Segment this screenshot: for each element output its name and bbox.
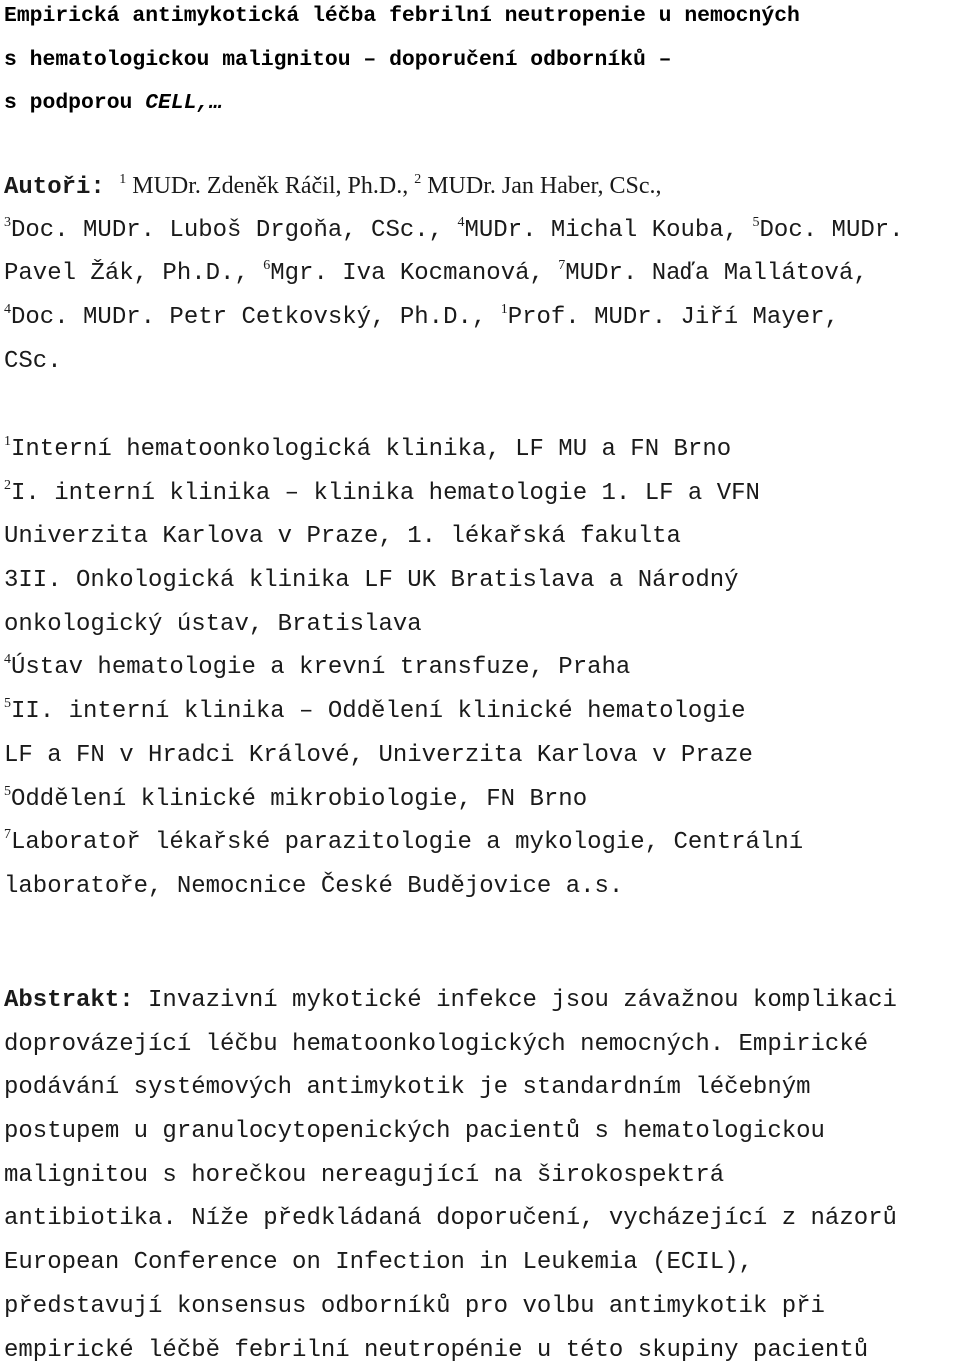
authors-section xyxy=(4,165,960,383)
authors-line-2 xyxy=(4,209,960,253)
affiliation-text: Univerzita Karlova v Praze, 1. lékařská fakulta xyxy=(4,523,681,550)
author-name: MUDr. Michal Kouba, xyxy=(464,217,752,244)
affiliation-sup: 7 xyxy=(4,827,11,842)
authors-line-4 xyxy=(4,296,960,340)
abstract-line: antibiotika. Níže předkládaná doporučení, vycházející z názorů xyxy=(4,1197,960,1241)
author-name: Doc. MUDr. Petr Cetkovský, Ph.D., xyxy=(11,304,501,331)
author-name: MUDr. Zdeněk Ráčil, Ph.D., xyxy=(126,173,414,199)
affiliation-text: Ústav hematologie a krevní transfuze, Praha xyxy=(11,654,630,681)
affiliation-line xyxy=(4,603,960,647)
author-name: MUDr. Naďa Mallátová, xyxy=(565,260,867,287)
affiliation-line xyxy=(4,472,960,516)
abstract-line xyxy=(4,979,960,1023)
affiliation-text: LF a FN v Hradci Králové, Univerzita Karlova v Praze xyxy=(4,742,753,769)
abstract-label: Abstrakt: xyxy=(4,987,134,1014)
author-sup: 1 xyxy=(119,172,126,187)
affiliation-line xyxy=(4,515,960,559)
author-name: Doc. MUDr. Luboš Drgoňa, CSc., xyxy=(11,217,457,244)
author-sup: 7 xyxy=(558,258,565,273)
author-name: Pavel Žák, Ph.D., xyxy=(4,260,263,287)
affiliation-sup: 5 xyxy=(4,784,11,799)
affiliation-text: 3II. Onkologická klinika LF UK Bratislava a Národný xyxy=(4,567,739,594)
author-sup: 6 xyxy=(263,258,270,273)
abstract-section xyxy=(4,979,960,1372)
author-sup: 3 xyxy=(4,215,11,230)
affiliation-sup: 2 xyxy=(4,478,11,493)
authors-line-5 xyxy=(4,340,960,384)
author-name: Prof. MUDr. Jiří Mayer, xyxy=(508,304,839,331)
authors-line-3 xyxy=(4,252,960,296)
author-sup: 5 xyxy=(753,215,760,230)
abstract-line: podávání systémových antimykotik je standardním léčebným xyxy=(4,1066,960,1110)
affiliation-line xyxy=(4,778,960,822)
author-name: MUDr. Jan Haber, CSc., xyxy=(421,173,661,199)
authors-line-1 xyxy=(4,165,960,209)
affiliation-text: Oddělení klinické mikrobiologie, FN Brno xyxy=(11,786,587,813)
abstract-line: představují konsensus odborníků pro volbu antimykotik při xyxy=(4,1285,960,1329)
affiliation-sup: 5 xyxy=(4,696,11,711)
author-sup: 4 xyxy=(4,302,11,317)
title-line-2: s hematologickou malignitou – doporučení odborníků – xyxy=(4,39,960,83)
affiliation-line xyxy=(4,428,960,472)
document-title xyxy=(4,0,960,126)
abstract-line: postupem u granulocytopenických pacientů s hematologickou xyxy=(4,1110,960,1154)
abstract-line: European Conference on Infection in Leukemia (ECIL), xyxy=(4,1241,960,1285)
affiliation-sup: 4 xyxy=(4,652,11,667)
affiliation-text: laboratoře, Nemocnice České Budějovice a.s. xyxy=(4,873,623,900)
author-name: Mgr. Iva Kocmanová, xyxy=(270,260,558,287)
affiliation-text: II. interní klinika – Oddělení klinické hematologie xyxy=(11,698,746,725)
affiliation-text: Laboratoř lékařské parazitologie a mykologie, Centrální xyxy=(11,829,803,856)
affiliations-section xyxy=(4,428,960,909)
affiliation-text: Interní hematoonkologická klinika, LF MU a FN Brno xyxy=(11,436,731,463)
affiliation-line xyxy=(4,821,960,865)
author-sup: 1 xyxy=(501,302,508,317)
title-line-3-italic: CELL,… xyxy=(145,91,222,115)
affiliation-line xyxy=(4,734,960,778)
abstract-line: malignitou s horečkou nereagující na širokospektrá xyxy=(4,1154,960,1198)
abstract-text: Invazivní mykotické infekce jsou závažnou komplikaci xyxy=(134,987,897,1014)
abstract-line: empirické léčbě febrilní neutropénie u této skupiny pacientů xyxy=(4,1329,960,1372)
title-line-3-text: s podporou xyxy=(4,91,145,115)
affiliation-line xyxy=(4,646,960,690)
authors-label: Autoři: xyxy=(4,174,105,201)
affiliation-line xyxy=(4,690,960,734)
author-name: Doc. MUDr. xyxy=(760,217,904,244)
affiliation-sup: 1 xyxy=(4,434,11,449)
affiliation-line xyxy=(4,559,960,603)
affiliation-line xyxy=(4,865,960,909)
author-name: CSc. xyxy=(4,348,62,375)
abstract-line: doprovázející léčbu hematoonkologických nemocných. Empirické xyxy=(4,1023,960,1067)
affiliation-text: onkologický ústav, Bratislava xyxy=(4,611,422,638)
author-sup: 2 xyxy=(414,172,421,187)
title-line-1: Empirická antimykotická léčba febrilní neutropenie u nemocných xyxy=(4,0,960,39)
title-line-3 xyxy=(4,82,960,126)
author-sup: 4 xyxy=(457,215,464,230)
affiliation-text: I. interní klinika – klinika hematologie 1. LF a VFN xyxy=(11,480,760,507)
